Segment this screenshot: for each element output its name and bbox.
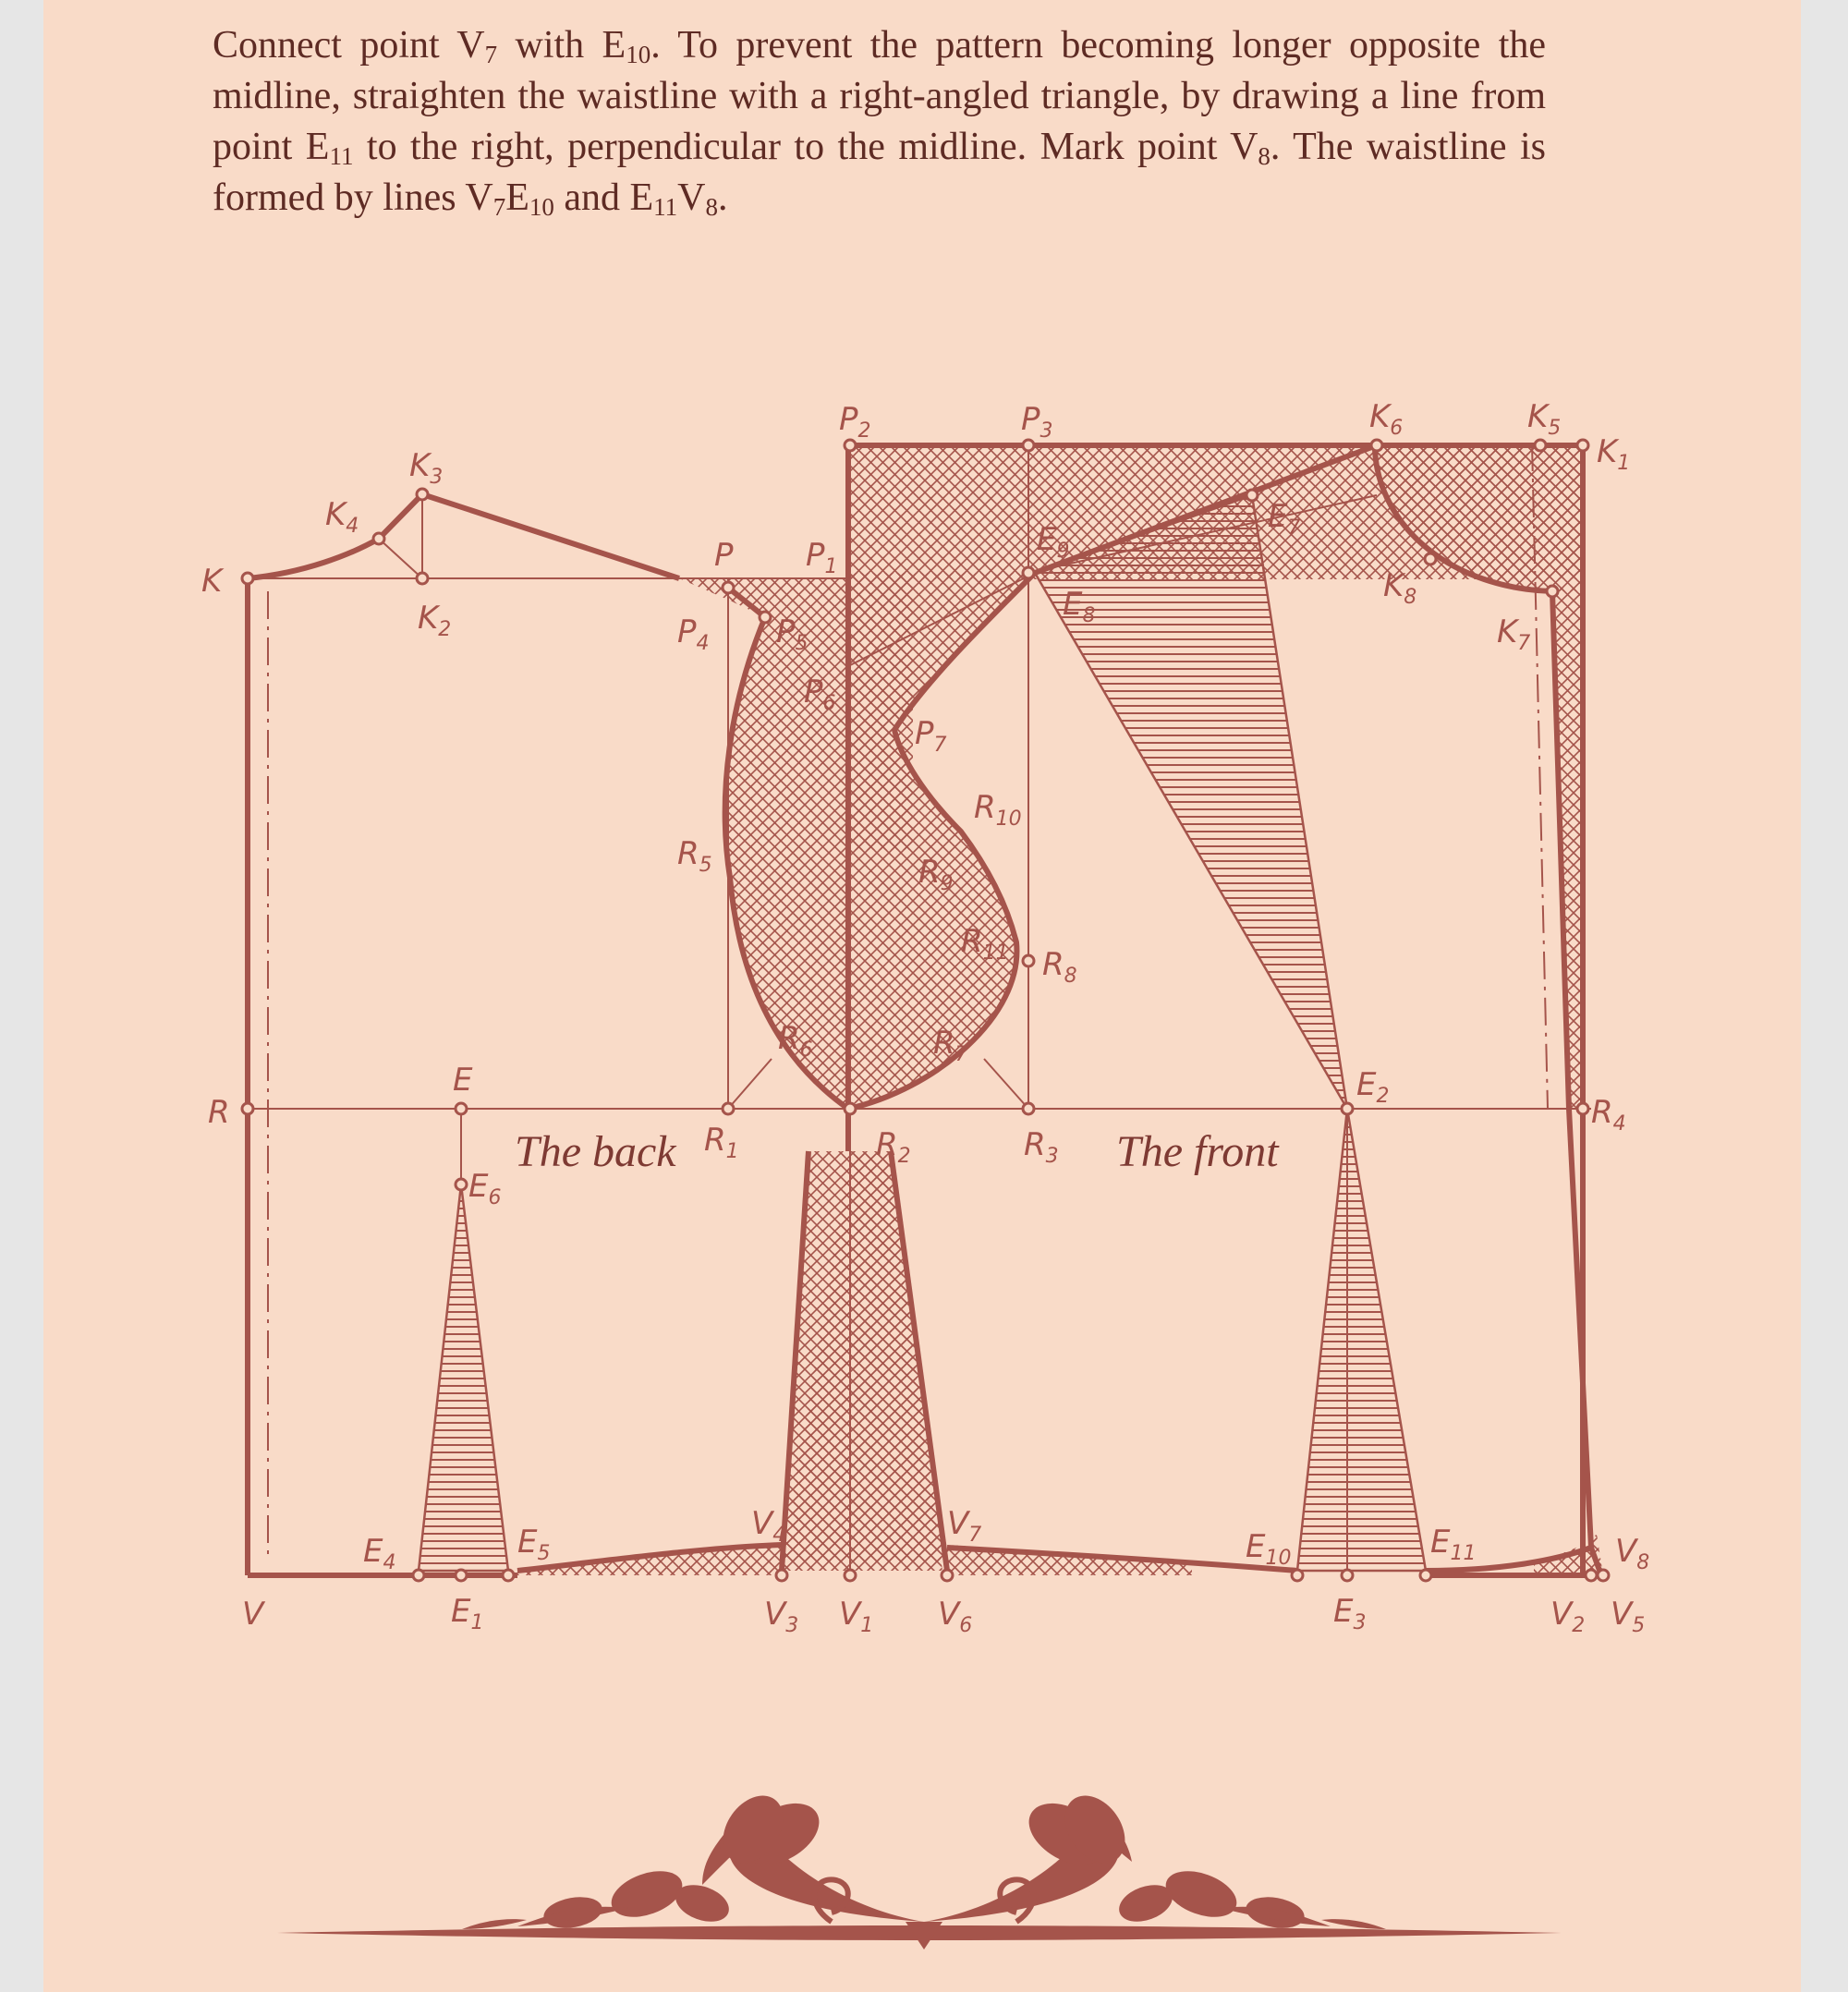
point-label-letter: K [1383, 567, 1404, 604]
point-label-letter: P [677, 613, 697, 650]
point-label-index: 6 [959, 1614, 973, 1637]
point-label-index: 8 [1064, 965, 1077, 988]
point-label-letter: K [418, 600, 439, 637]
point-label-letter: K [201, 563, 223, 600]
point-label-index: 3 [1045, 1145, 1059, 1168]
point-label-index: 1 [1617, 452, 1631, 475]
point-label-letter: V [1550, 1596, 1573, 1633]
paragraph-subscript: 8 [705, 193, 718, 221]
point-label-letter: V [1615, 1533, 1637, 1570]
point-label-index: 5 [1632, 1614, 1646, 1637]
point-label-index: 6 [799, 1039, 813, 1062]
point-label-letter: E [1246, 1528, 1266, 1565]
point-label-letter: E [1430, 1524, 1451, 1561]
point-label-letter: P [806, 537, 825, 574]
point-label-letter: R [677, 835, 699, 872]
point-label-index: 5 [795, 632, 808, 655]
point-label-letter: R [1591, 1094, 1613, 1131]
point-label-letter: R [704, 1122, 726, 1159]
point-label-letter: E [453, 1062, 473, 1099]
point-label-letter: P [776, 613, 796, 650]
caption-back: The back [515, 1127, 676, 1176]
point-label-index: 1 [470, 1611, 484, 1634]
point-label-index: 7 [933, 734, 947, 757]
point-label-letter: E [451, 1593, 471, 1630]
paragraph-text: E [505, 176, 529, 219]
point-label-index: 5 [537, 1542, 551, 1565]
point-label-index: 7 [1517, 632, 1531, 655]
point-label-index: 3 [1353, 1611, 1367, 1634]
point-label-letter: E [1037, 521, 1057, 558]
point-label-index: 5 [1548, 417, 1562, 440]
point-label-index: 7 [1287, 516, 1301, 540]
point-label-index: 8 [1082, 604, 1096, 627]
point-label-letter: E [1268, 498, 1288, 535]
paragraph-text: with E [497, 24, 626, 67]
paragraph-subscript: 10 [626, 41, 651, 68]
point-label-letter: V [751, 1505, 773, 1542]
point-label-index: 3 [1040, 419, 1053, 443]
point-label-index: 5 [699, 854, 712, 877]
point-label-index: 1 [860, 1614, 874, 1637]
point-label-letter: K [325, 496, 346, 533]
point-label-index: 9 [1056, 540, 1070, 563]
paragraph-text: . [717, 176, 728, 219]
point-label-letter: E [363, 1533, 383, 1570]
point-label-index: 6 [822, 692, 836, 715]
point-label-index: 6 [1390, 417, 1404, 440]
point-label-index: 3 [430, 466, 444, 489]
point-label-index: 10 [995, 808, 1022, 831]
point-label-letter: R [208, 1094, 230, 1131]
point-label-letter: R [961, 923, 983, 960]
point-label-index: 2 [438, 618, 452, 641]
point-label-letter: P [1021, 401, 1040, 438]
paragraph-text: Connect point V [213, 24, 485, 67]
point-label-index: 11 [982, 941, 1009, 965]
paragraph-subscript: 8 [1258, 142, 1270, 170]
point-label-letter: R [1024, 1126, 1046, 1163]
point-label-index: 4 [383, 1551, 396, 1574]
point-label-index: 2 [897, 1145, 911, 1168]
paragraph-text: V [677, 176, 706, 219]
point-label-letter: K [1527, 398, 1549, 435]
point-label-index: 11 [1450, 1542, 1477, 1565]
point-label-index: 9 [940, 872, 954, 895]
point-label-index: 6 [488, 1186, 502, 1209]
point-label-index: 7 [954, 1043, 968, 1066]
point-label-letter: V [1611, 1596, 1633, 1633]
point-label-letter: K [1369, 398, 1391, 435]
point-label-index: 10 [1265, 1547, 1292, 1570]
point-label-index: 1 [824, 555, 838, 578]
point-label-letter: R [933, 1025, 955, 1062]
point-label-letter: P [915, 715, 934, 752]
paragraph-text: . To prevent the pattern becoming longer opposite the midline, straighten the waistline with a right-angled triangle, by drawing a line from point E [213, 24, 1546, 168]
paragraph-subscript: 11 [653, 193, 678, 221]
point-label-index: 2 [1376, 1085, 1390, 1108]
point-label-index: 4 [346, 515, 359, 538]
point-label-letter: V [947, 1505, 969, 1542]
point-label-index: 2 [857, 419, 871, 443]
point-label-index: 8 [1404, 586, 1417, 609]
point-label-index: 4 [772, 1524, 786, 1547]
point-label-letter: P [839, 401, 858, 438]
paragraph-subscript: 10 [529, 193, 554, 221]
paragraph-subscript: 7 [492, 193, 506, 221]
point-label-letter: K [1497, 613, 1518, 650]
paragraph-text: to the right, perpendicular to the midline. Mark point V [353, 126, 1258, 168]
point-label-index: 8 [1636, 1551, 1650, 1574]
paragraph-subscript: 7 [484, 41, 498, 68]
point-label-index: 4 [1612, 1112, 1626, 1136]
point-label-index: 4 [696, 632, 710, 655]
paragraph-text: . The waistline is formed by lines V [213, 126, 1546, 219]
caption-front: The front [1116, 1127, 1279, 1176]
point-label-letter: P [714, 537, 734, 574]
point-label-index: 1 [725, 1140, 739, 1163]
point-label-letter: R [876, 1126, 898, 1163]
point-label-index: 3 [785, 1614, 799, 1637]
point-label-letter: K [1597, 433, 1618, 470]
point-label-letter: V [938, 1596, 960, 1633]
point-label-letter: E [468, 1168, 489, 1205]
point-label-letter: R [778, 1020, 800, 1057]
point-label-index: 2 [1572, 1614, 1586, 1637]
point-label-letter: V [839, 1596, 861, 1633]
paragraph-text: and E [553, 176, 654, 219]
point-label-letter: K [409, 447, 431, 484]
point-label-letter: E [1356, 1066, 1377, 1103]
point-label-letter: E [1063, 586, 1083, 623]
point-label-index: 7 [968, 1524, 982, 1547]
point-label-letter: P [804, 674, 823, 711]
point-label-letter: E [1333, 1593, 1354, 1630]
point-label-letter: V [764, 1596, 786, 1633]
point-label-letter: R [974, 789, 996, 826]
point-label-letter: R [918, 854, 941, 891]
point-label-letter: R [1042, 946, 1064, 983]
point-label-letter: E [517, 1524, 538, 1561]
paragraph-subscript: 11 [329, 142, 354, 170]
point-label-letter: V [242, 1596, 264, 1633]
